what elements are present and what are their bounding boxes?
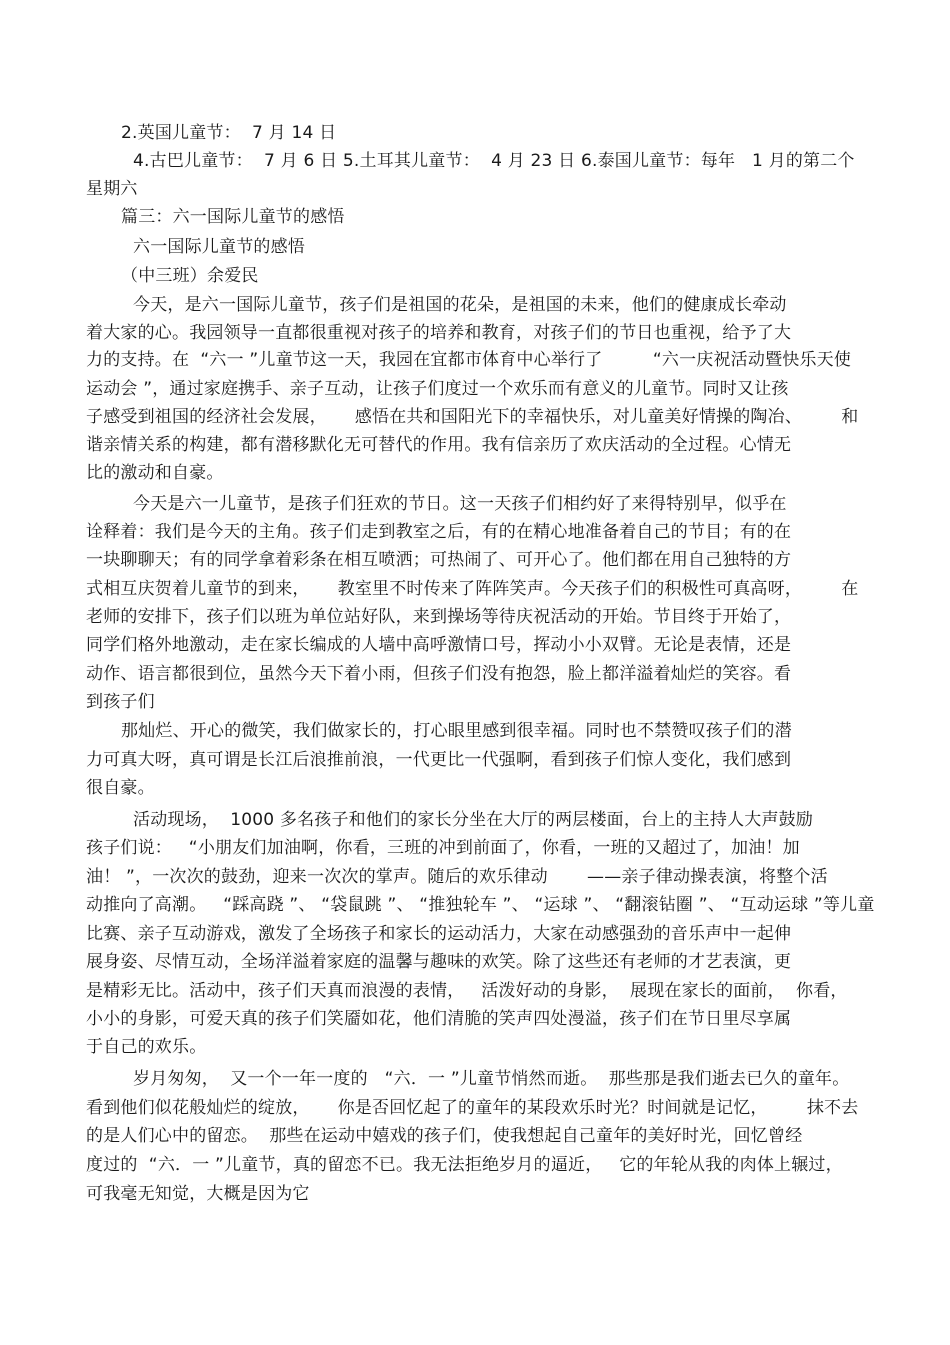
text-line: 孩子们说： “小朋友们加油啊，你看，三班的冲到前面了，你看，一班的又超过了，加油！加 [86,838,800,858]
text-line: 是精彩无比。活动中，孩子们天真而浪漫的表情， 活泼好动的身影， 展现在家长的面前， 你看， [86,981,848,1001]
text-line: 到孩子们 [86,692,155,712]
text-line: 着大家的心。我园领导一直都很重视对孩子的培养和教育，对孩子们的节日也重视，给予了大 [86,323,792,343]
text-line: 诠释着：我们是今天的主角。孩子们走到教室之后，有的在精心地准备着自己的节目；有的在 [86,522,792,542]
text-line: 岁月匆匆， 又一个一年一度的 “六．一 ”儿童节悄然而逝。 那些那是我们逝去已久的童年。 [133,1069,850,1089]
text-line: 一块聊聊天；有的同学拿着彩条在相互喷洒；可热闹了、可开心了。他们都在用自己独特的方 [86,550,792,570]
text-line: 可我毫无知觉，大概是因为它 [86,1184,310,1204]
text-line: 力的支持。在 “六一 ”儿童节这一天，我园在宜都市体育中心举行了 “六一庆祝活动暨快乐天使 [86,350,852,370]
text-line: 小小的身影，可爱天真的孩子们笑靥如花，他们清脆的笑声四处漫溢，孩子们在节日里尽享属 [86,1009,792,1029]
text-line: 同学们格外地激动，走在家长编成的人墙中高呼激情口号，挥动小小双臂。无论是表情，还是 [86,635,792,655]
text-line: 今天是六一儿童节，是孩子们狂欢的节日。这一天孩子们相约好了来得特别早，似乎在 [133,494,787,514]
text-line: 2.英国儿童节： 7 月 14 日 [121,123,337,143]
text-line: 星期六 [86,179,138,199]
text-line: 力可真大呀，真可谓是长江后浪推前浪，一代更比一代强啊，看到孩子们惊人变化，我们感到 [86,750,792,770]
text-line: 活动现场， 1000 多名孩子和他们的家长分坐在大厅的两层楼面，台上的主持人大声鼓励 [133,810,814,830]
text-line: 动作、语言都很到位，虽然今天下着小雨，但孩子们没有抱怨，脸上都洋溢着灿烂的笑容。看 [86,664,792,684]
text-line: 的是人们心中的留恋。 那些在运动中嬉戏的孩子们，使我想起自己童年的美好时光，回忆曾经 [86,1126,803,1146]
text-line: 今天，是六一国际儿童节，孩子们是祖国的花朵，是祖国的未来，他们的健康成长牵动 [133,295,787,315]
text-line: 子感受到祖国的经济社会发展， 感悟在共和国阳光下的幸福快乐，对儿童美好情操的陶冶、 和 [86,407,859,427]
text-line: 4.古巴儿童节： 7 月 6 日 5.土耳其儿童节： 4 月 23 日 6.泰国儿童节：每年 1 月的第二个 [133,151,855,171]
text-line: 展身姿、尽情互动，全场洋溢着家庭的温馨与趣味的欢笑。除了这些还有老师的才艺表演，更 [86,952,792,972]
text-line: 比赛、亲子互动游戏，激发了全场孩子和家长的运动活力，大家在动感强劲的音乐声中一起伸 [86,924,792,944]
text-line: 六一国际儿童节的感悟 [133,237,305,257]
text-line: 谐亲情关系的构建，都有潜移默化无可替代的作用。我有信亲历了欢庆活动的全过程。心情无 [86,435,792,455]
text-line: 篇三：六一国际儿童节的感悟 [121,207,345,227]
text-line: 很自豪。 [86,778,155,798]
text-line: （中三班）余爱民 [121,266,259,286]
text-line: 于自己的欢乐。 [86,1037,207,1057]
text-line: 运动会 ”，通过家庭携手、亲子互动，让孩子们度过一个欢乐而有意义的儿童节。同时又让孩 [86,379,789,399]
text-line: 老师的安排下，孩子们以班为单位站好队，来到操场等待庆祝活动的开始。节目终于开始了， [86,607,792,627]
text-line: 式相互庆贺着儿童节的到来， 教室里不时传来了阵阵笑声。今天孩子们的积极性可真高呀， 在 [86,579,859,599]
text-line: 度过的 “六．一 ”儿童节，真的留恋不已。我无法拒绝岁月的逼近， 它的年轮从我的肉体上辗过， [86,1155,843,1175]
text-line: 比的激动和自豪。 [86,463,224,483]
text-line: 看到他们似花般灿烂的绽放， 你是否回忆起了的童年的某段欢乐时光？时间就是记忆， 抹不去 [86,1098,859,1118]
text-line: 动推向了高潮。 “踩高跷 ”、 “袋鼠跳 ”、 “推独轮车 ”、 “运球 ”、 “翻滚钻圈 ”、 “互动运球 ”等儿童 [86,895,875,915]
text-line: 油！ ”，一次次的鼓劲，迎来一次次的掌声。随后的欢乐律动 ——亲子律动操表演，将整个活 [86,867,828,887]
text-line: 那灿烂、开心的微笑，我们做家长的，打心眼里感到很幸福。同时也不禁赞叹孩子们的潜 [121,721,792,741]
